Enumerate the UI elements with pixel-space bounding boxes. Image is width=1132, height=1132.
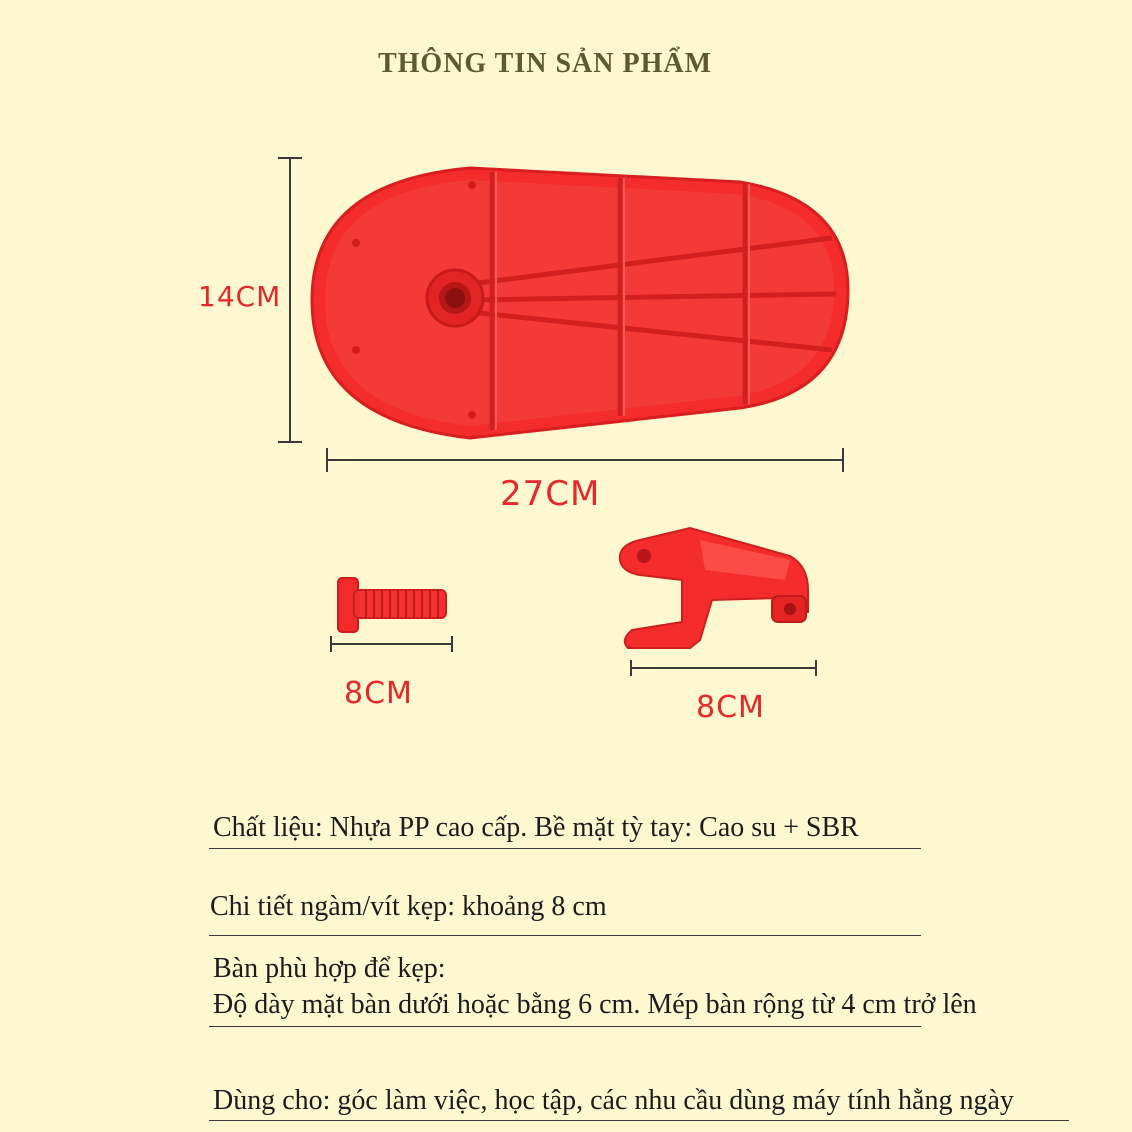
screw-length-label: 8CM	[344, 676, 413, 711]
tray-height-label: 14CM	[198, 280, 282, 313]
clamp-dimension-line	[631, 660, 816, 676]
height-dimension-line	[278, 158, 302, 442]
divider-line	[209, 1026, 921, 1027]
armrest-tray-image	[312, 168, 848, 438]
screw-image	[338, 578, 446, 632]
table-fit-title: Bàn phù hợp để kẹp:	[213, 953, 446, 984]
tray-width-label: 27CM	[500, 474, 601, 514]
clamp-size-text: Chi tiết ngàm/vít kẹp: khoảng 8 cm	[210, 891, 607, 922]
clamp-length-label: 8CM	[696, 690, 765, 725]
divider-line	[209, 935, 921, 936]
clamp-image	[620, 528, 808, 648]
divider-line	[209, 848, 921, 849]
width-dimension-line	[327, 448, 843, 472]
table-fit-detail: Độ dày mặt bàn dưới hoặc bằng 6 cm. Mép bàn rộng từ 4 cm trở lên	[213, 989, 977, 1020]
usage-text: Dùng cho: góc làm việc, học tập, các nhu cầu dùng máy tính hằng ngày	[213, 1085, 1014, 1116]
material-text: Chất liệu: Nhựa PP cao cấp. Bề mặt tỳ tay: Cao su + SBR	[213, 812, 859, 843]
divider-line	[209, 1120, 1069, 1121]
page-title: THÔNG TIN SẢN PHẨM	[377, 48, 713, 79]
screw-dimension-line	[331, 636, 452, 652]
